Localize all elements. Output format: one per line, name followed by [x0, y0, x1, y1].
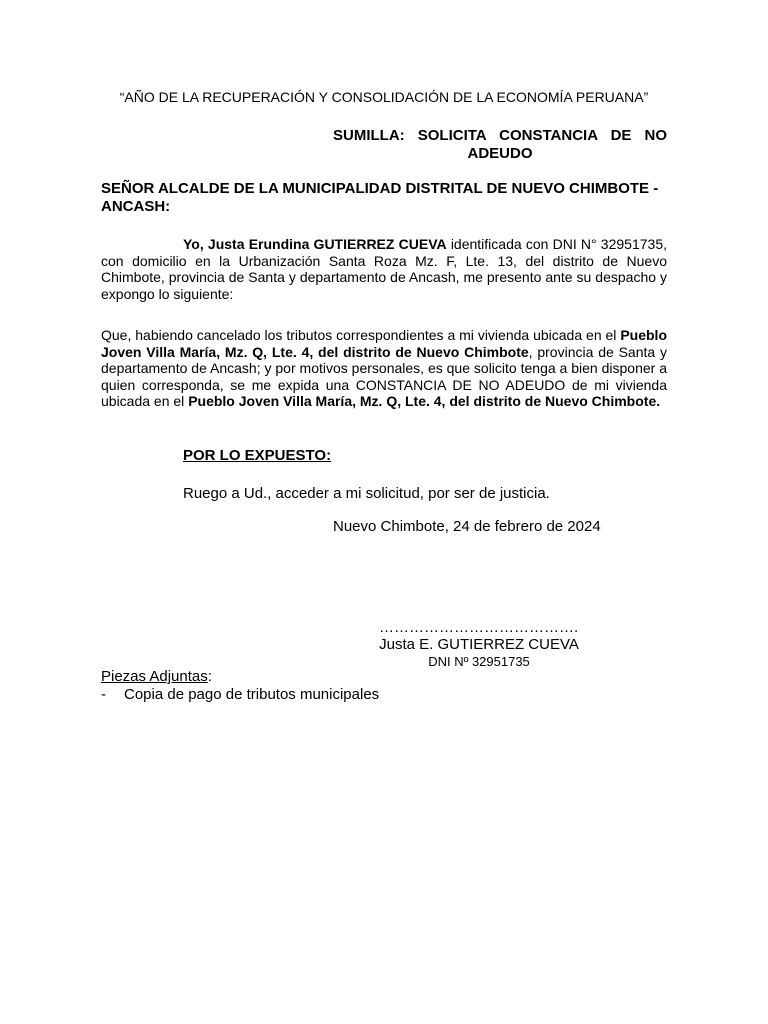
place-date: Nuevo Chimbote, 24 de febrero de 2024 — [333, 518, 601, 535]
signature-name: Justa E. GUTIERREZ CUEVA — [379, 636, 579, 653]
attachments-label-text: Piezas Adjuntas — [101, 668, 208, 685]
attachment-bullet: - — [101, 686, 106, 703]
applicant-name: Yo, Justa Erundina GUTIERREZ CUEVA — [183, 236, 447, 252]
body-text-2: , provincia de Santa y departamento de Ancash; y por motivos personales, es que solicito tenga a bien disponer a quien corresponda, se me expida una CONSTANCIA DE NO ADEUDO de mi vivienda ubicada en el — [101, 343, 667, 409]
attachment-item — [101, 686, 379, 703]
property-address-1: Pueblo Joven Villa María, Mz. Q, Lte. 4, del distrito de Nuevo Chimbote — [101, 327, 667, 360]
attachment-text: Copia de pago de tributos municipales — [124, 686, 380, 703]
sumilla-line-2: ADEUDO — [467, 145, 533, 162]
body-paragraph — [101, 327, 667, 410]
signature-line: …………………………………. — [379, 619, 579, 636]
addressee: SEÑOR ALCALDE DE LA MUNICIPALIDAD DISTRITAL DE NUEVO CHIMBOTE - ANCASH: — [101, 180, 659, 215]
body-text-1: Que, habiendo cancelado los tributos correspondientes a mi vivienda ubicada en el — [101, 327, 621, 343]
intro-paragraph — [101, 236, 667, 302]
intro-text: identificada con DNI N° 32951735, con domicilio en la Urbanización Santa Roza Mz. F, Lte. 13, del distrito de Nuevo Chimbote, provincia de Santa y departamento de Ancash, me presento ante su despacho y expongo lo siguiente: — [101, 236, 667, 302]
sumilla-line-1: SUMILLA: SOLICITA CONSTANCIA DE NO — [333, 127, 667, 144]
por-lo-expuesto-heading: POR LO EXPUESTO: — [183, 447, 332, 464]
attachments-label — [101, 668, 212, 685]
attachments-label-colon: : — [207, 668, 212, 685]
request-closing: Ruego a Ud., acceder a mi solicitud, por ser de justicia. — [183, 485, 550, 502]
signature-dni: DNI Nº 32951735 — [428, 654, 530, 669]
sumilla — [333, 127, 667, 163]
year-motto: “AÑO DE LA RECUPERACIÓN Y CONSOLIDACIÓN DE LA ECONOMÍA PERUANA” — [119, 89, 649, 105]
property-address-2: Pueblo Joven Villa María, Mz. Q, Lte. 4, del distrito de Nuevo Chimbote. — [188, 393, 661, 409]
